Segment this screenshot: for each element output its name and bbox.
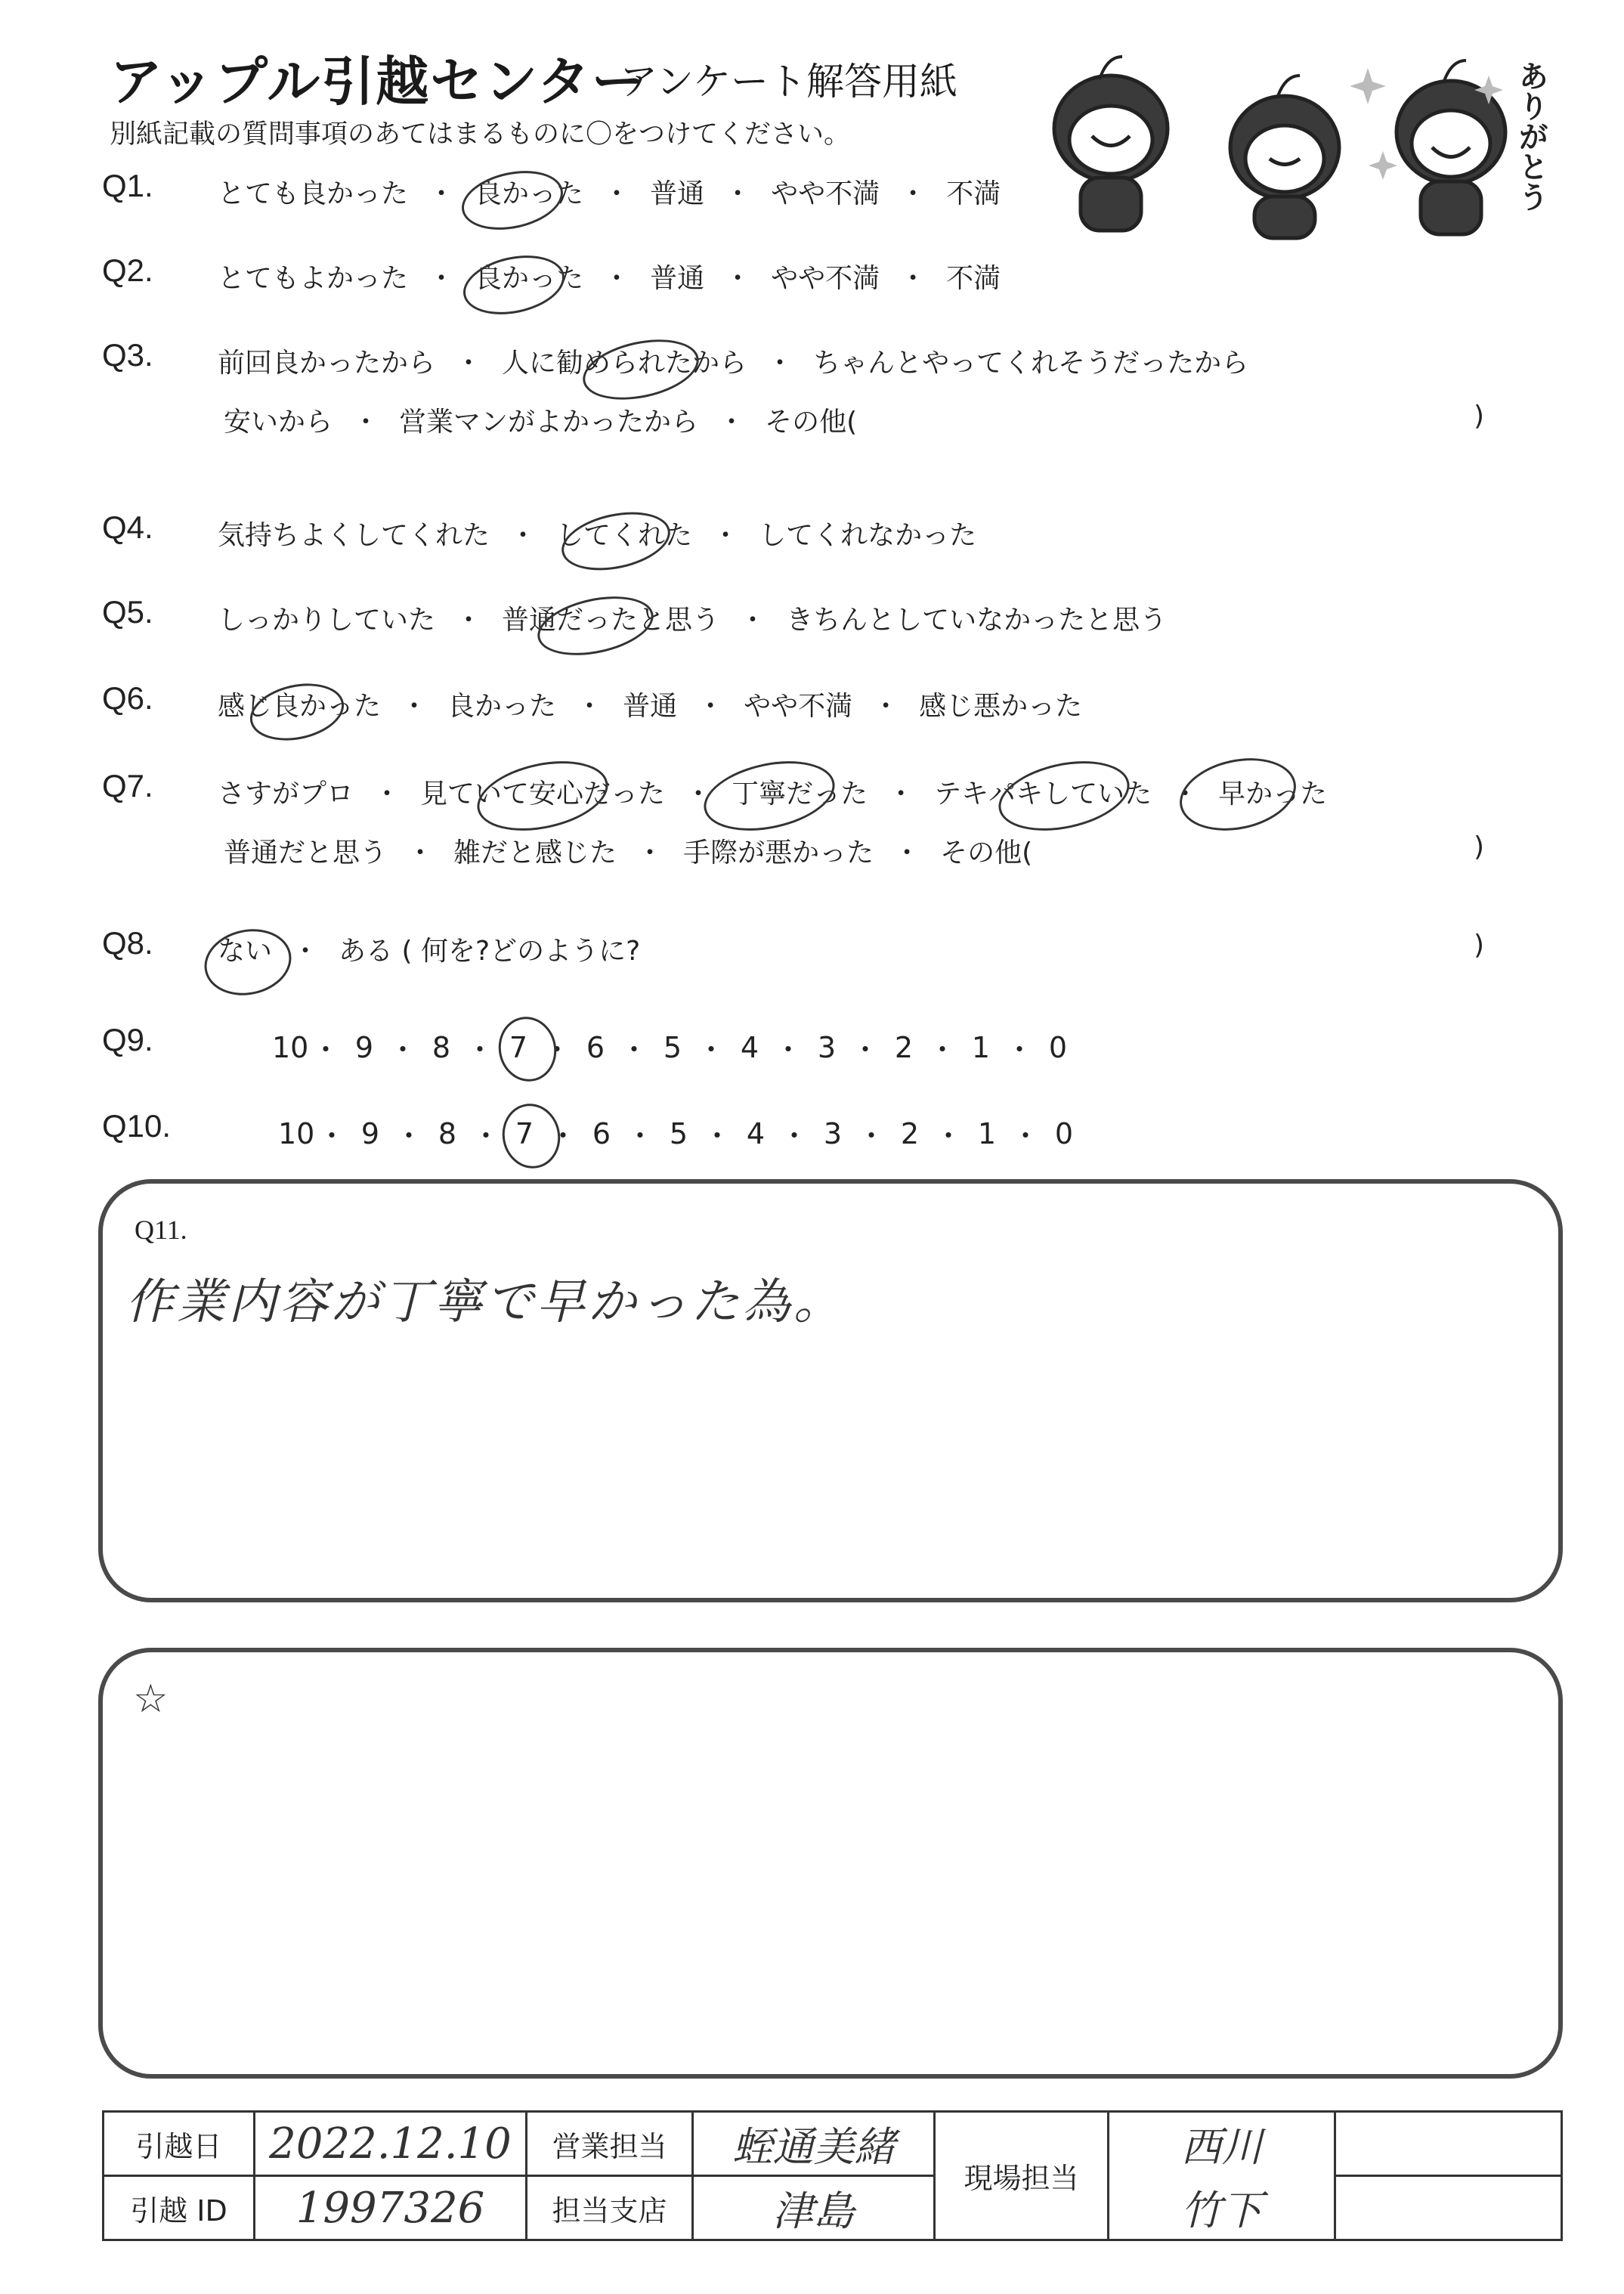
option-separator: ・ — [899, 178, 927, 209]
answer-option[interactable]: 気持ちよくしてくれた — [218, 520, 490, 551]
answer-option[interactable]: 普通だと思う — [224, 837, 388, 868]
answer-option[interactable]: 安いから — [224, 407, 333, 438]
option-separator: ・ — [455, 605, 483, 636]
scale-options-row — [272, 1026, 1073, 1068]
option-separator: ・ — [625, 1119, 654, 1153]
option-separator: ・ — [696, 1033, 725, 1067]
answer-option[interactable]: やや不満 — [771, 263, 880, 294]
question-options-row — [218, 257, 1001, 296]
answer-option[interactable]: 雑だと感じた — [453, 837, 617, 868]
answer-option[interactable]: 良かった — [475, 263, 584, 294]
answer-mark-q7d — [1173, 748, 1303, 841]
footer-blank-cell-2 — [1335, 2176, 1562, 2240]
answer-option[interactable]: 前回良かったから — [218, 348, 436, 379]
sales-staff-label: 営業担当 — [527, 2112, 693, 2176]
option-separator: ・ — [724, 178, 752, 209]
option-separator: ・ — [872, 691, 900, 722]
form-subtitle: アンケート解答用紙 — [620, 60, 957, 104]
question-options-row — [218, 599, 1167, 637]
q11-box — [98, 1179, 1563, 1602]
answer-option[interactable]: とても良かった — [218, 178, 409, 209]
answer-option[interactable]: 不満 — [946, 263, 1001, 294]
answer-mark-q7c — [992, 751, 1136, 842]
scale-option[interactable]: 9 — [360, 1116, 380, 1150]
option-separator: ・ — [702, 1119, 732, 1153]
answer-mark-q10 — [496, 1098, 566, 1174]
option-separator: ・ — [712, 520, 740, 551]
answer-option[interactable]: 感じ悪かった — [919, 691, 1083, 722]
option-separator: ・ — [619, 1033, 648, 1067]
moving-date-value: 2022.12.10 — [255, 2112, 527, 2176]
option-separator: ・ — [509, 520, 537, 551]
comment-box — [98, 1648, 1563, 2079]
option-separator: ・ — [401, 691, 428, 722]
answer-option[interactable]: テキパキしていた — [934, 779, 1152, 810]
site-staff-label: 現場担当 — [935, 2112, 1109, 2240]
answer-option[interactable]: 手際が悪かった — [683, 837, 874, 868]
close-paren: ) — [1474, 930, 1485, 961]
scale-option[interactable]: 1 — [977, 1116, 997, 1150]
close-paren: ) — [1474, 401, 1485, 432]
option-separator: ・ — [394, 1119, 423, 1153]
option-separator: ・ — [1004, 1033, 1034, 1067]
scale-option[interactable]: 5 — [663, 1030, 682, 1064]
question-label: Q1. — [102, 168, 153, 203]
option-separator: ・ — [718, 407, 746, 438]
option-separator: ・ — [407, 837, 435, 868]
question-options-row — [224, 401, 857, 439]
answer-option[interactable]: ない — [218, 936, 273, 967]
scale-option[interactable]: 3 — [823, 1116, 843, 1150]
option-separator: ・ — [603, 263, 631, 294]
scale-option[interactable]: 6 — [586, 1030, 605, 1064]
option-separator: ・ — [352, 407, 380, 438]
scale-option[interactable]: 6 — [592, 1116, 611, 1150]
answer-mark-q7b — [698, 751, 841, 842]
branch-label: 担当支店 — [527, 2176, 693, 2240]
answer-option[interactable]: ある ( 何を?どのように? — [339, 936, 641, 967]
answer-mark-q9 — [493, 1011, 562, 1087]
footer-blank-cell-1 — [1335, 2112, 1562, 2176]
answer-option[interactable]: してくれなかった — [759, 520, 977, 551]
option-separator: ・ — [685, 779, 713, 810]
scale-options-row — [278, 1113, 1079, 1154]
answer-option[interactable]: 不満 — [946, 178, 1001, 209]
option-separator: ・ — [603, 178, 631, 209]
option-separator: ・ — [311, 1033, 340, 1067]
option-separator: ・ — [773, 1033, 803, 1067]
question-label: Q6. — [102, 680, 153, 716]
scale-option[interactable]: 7 — [509, 1030, 528, 1064]
q11-answer: 作業内容が丁寧で早かった為。 — [125, 1274, 845, 1330]
scale-option[interactable]: 4 — [740, 1030, 759, 1064]
option-separator: ・ — [576, 691, 604, 722]
scale-question-label: Q10. — [102, 1108, 172, 1144]
answer-option[interactable]: 普通 — [650, 263, 705, 294]
scale-option[interactable]: 5 — [669, 1116, 688, 1150]
mascot-illustration — [1028, 45, 1542, 242]
question-options-row — [218, 172, 1001, 211]
option-separator: ・ — [373, 779, 401, 810]
answer-option[interactable]: 良かった — [447, 691, 557, 722]
option-separator: ・ — [388, 1033, 417, 1067]
option-separator: ・ — [887, 779, 915, 810]
scale-option[interactable]: 3 — [817, 1030, 837, 1064]
scale-option[interactable]: 10 — [278, 1116, 315, 1150]
option-separator: ・ — [779, 1119, 809, 1153]
scale-option[interactable]: 7 — [515, 1116, 534, 1150]
scale-question-label: Q9. — [102, 1022, 153, 1057]
option-separator: ・ — [317, 1119, 346, 1153]
answer-option[interactable]: 普通 — [650, 178, 705, 209]
question-options-row — [224, 831, 1032, 870]
answer-option[interactable]: しっかりしていた — [218, 605, 436, 636]
answer-option[interactable]: 営業マンがよかったから — [399, 407, 699, 438]
option-separator: ・ — [292, 936, 320, 967]
site-staff-value-2: 竹下 — [1109, 2176, 1335, 2240]
brand-title: アップル引越センター — [110, 51, 646, 113]
answer-option[interactable]: きちんとしていなかったと思う — [786, 605, 1168, 636]
answer-option[interactable]: 普通だったと思う — [502, 605, 720, 636]
option-separator: ・ — [850, 1033, 880, 1067]
question-label: Q4. — [102, 509, 153, 545]
option-separator: ・ — [1010, 1119, 1040, 1153]
branch-value: 津島 — [693, 2176, 935, 2240]
option-separator: ・ — [697, 691, 725, 722]
scale-option[interactable]: 4 — [746, 1116, 766, 1150]
scale-option[interactable]: 8 — [432, 1030, 451, 1064]
answer-option[interactable]: 見ていて安心だった — [420, 779, 666, 810]
question-label: Q7. — [102, 768, 153, 803]
option-separator: ・ — [471, 1119, 500, 1153]
answer-option[interactable]: 普通 — [623, 691, 678, 722]
option-separator: ・ — [542, 1033, 571, 1067]
question-label: Q2. — [102, 252, 153, 288]
option-separator: ・ — [428, 178, 456, 209]
answer-option[interactable]: 良かった — [475, 178, 584, 209]
star-icon: ☆ — [133, 1676, 169, 1722]
scale-option[interactable]: 1 — [971, 1030, 991, 1064]
answer-option[interactable]: 人に勧められたから — [502, 348, 747, 379]
answer-option[interactable]: ちゃんとやってくれそうだったから — [813, 348, 1249, 379]
option-separator: ・ — [548, 1119, 577, 1153]
answer-option[interactable]: やや不満 — [771, 178, 880, 209]
option-separator: ・ — [856, 1119, 886, 1153]
option-separator: ・ — [724, 263, 752, 294]
option-separator: ・ — [455, 348, 483, 379]
option-separator: ・ — [927, 1033, 957, 1067]
answer-option[interactable]: さすがプロ — [218, 779, 354, 810]
option-separator: ・ — [428, 263, 456, 294]
scale-option[interactable]: 9 — [354, 1030, 374, 1064]
option-separator: ・ — [465, 1033, 494, 1067]
option-separator: ・ — [893, 837, 921, 868]
question-label: Q3. — [102, 337, 153, 373]
scale-option[interactable]: 0 — [1048, 1030, 1068, 1064]
option-separator: ・ — [933, 1119, 963, 1153]
q11-label: Q11. — [135, 1215, 187, 1245]
option-separator: ・ — [899, 263, 927, 294]
answer-option[interactable]: やや不満 — [744, 691, 853, 722]
moving-date-label: 引越日 — [104, 2112, 255, 2176]
answer-option[interactable]: その他( — [765, 407, 858, 438]
scale-option[interactable]: 8 — [438, 1116, 457, 1150]
mascot-thanks-text: ありがとう — [1514, 60, 1548, 212]
scale-option[interactable]: 10 — [272, 1030, 309, 1064]
question-options-row — [218, 685, 1082, 723]
answer-option[interactable]: とてもよかった — [218, 263, 409, 294]
answer-mark-q7a — [471, 751, 614, 842]
option-separator: ・ — [739, 605, 767, 636]
scale-option[interactable]: 0 — [1054, 1116, 1074, 1150]
instruction-text: 別紙記載の質問事項のあてはまるものに〇をつけてください。 — [110, 119, 851, 150]
answer-option[interactable]: その他( — [940, 837, 1033, 868]
question-options-row — [218, 342, 1248, 380]
answer-option[interactable]: 早かった — [1218, 779, 1328, 810]
option-separator: ・ — [636, 837, 664, 868]
question-label: Q8. — [102, 925, 153, 961]
answer-option[interactable]: 丁寧だった — [732, 779, 868, 810]
scale-option[interactable]: 2 — [900, 1116, 920, 1150]
scale-option[interactable]: 2 — [894, 1030, 914, 1064]
option-separator: ・ — [1171, 779, 1199, 810]
answer-option[interactable]: 感じ良かった — [218, 691, 382, 722]
moving-id-value: 1997326 — [255, 2176, 527, 2240]
answer-option[interactable]: してくれた — [556, 520, 693, 551]
site-staff-value-1: 西川 — [1109, 2112, 1335, 2176]
option-separator: ・ — [766, 348, 794, 379]
question-label: Q5. — [102, 594, 153, 630]
footer-table — [102, 2110, 1563, 2241]
close-paren: ) — [1474, 831, 1485, 862]
moving-id-label: 引越 ID — [104, 2176, 255, 2240]
sales-staff-value: 蛭通美緒 — [693, 2112, 935, 2176]
